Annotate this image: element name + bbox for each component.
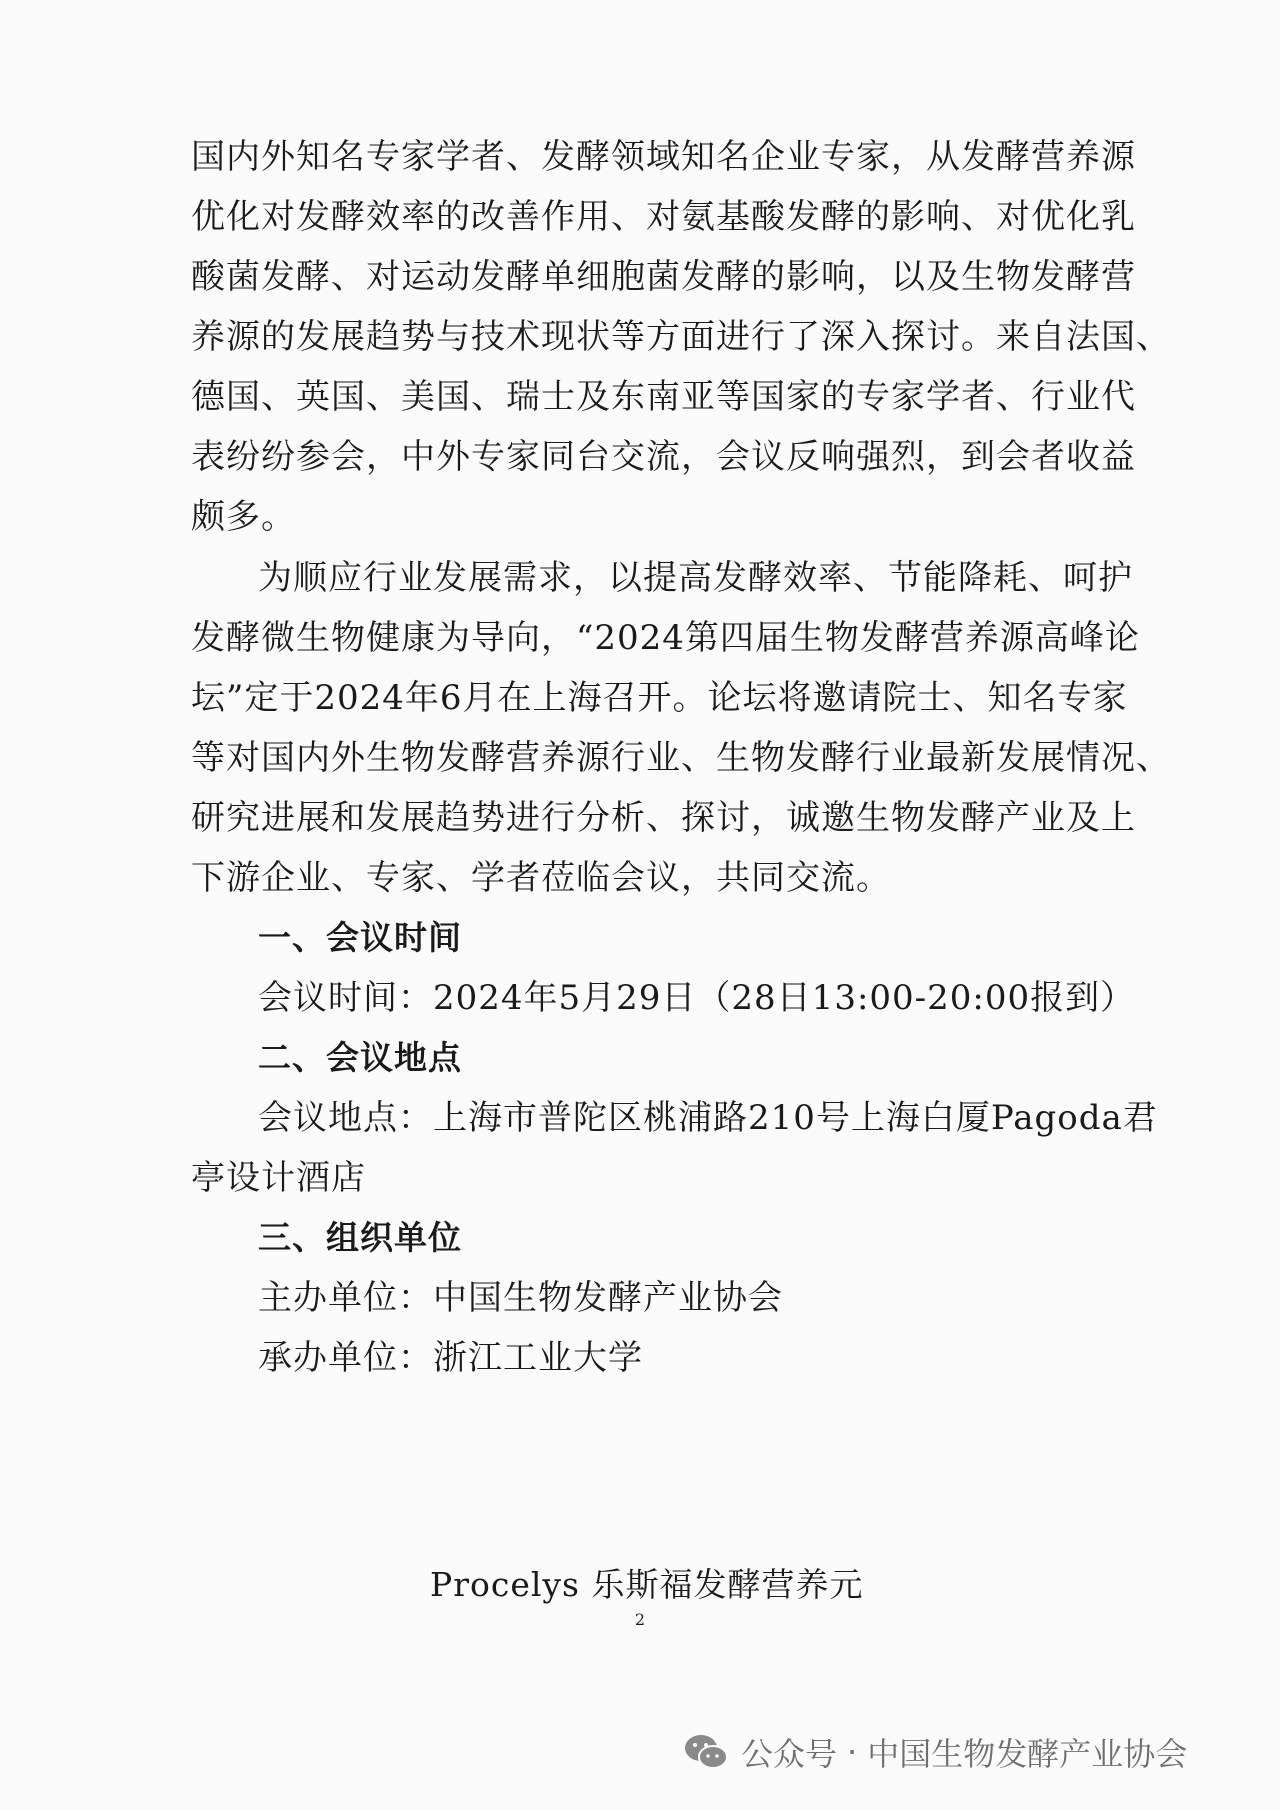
meeting-location: 会议地点：上海市普陀区桃浦路210号上海白厦Pagoda君 [258,1098,1158,1138]
wechat-watermark [683,1729,1187,1775]
section-heading-organizers: 三、组织单位 [258,1218,462,1257]
paragraph-line: 研究进展和发展趋势进行分析、探讨，诚邀生物发酵产业及上 [191,798,1136,838]
paragraph-line: 发酵微生物健康为导向，“2024第四届生物发酵营养源高峰论 [191,618,1140,658]
paragraph-line: 德国、英国、美国、瑞士及东南亚等国家的专家学者、行业代 [191,377,1136,417]
wechat-icon [683,1732,729,1772]
paragraph-line: 养源的发展趋势与技术现状等方面进行了深入探讨。来自法国、 [191,317,1171,357]
meeting-time: 会议时间：2024年5月29日（28日13:00-20:00报到） [258,978,1136,1018]
paragraph-line: 坛”定于2024年6月在上海召开。论坛将邀请院士、知名专家 [191,678,1128,718]
watermark-account: 中国生物发酵产业协会 [867,1735,1188,1773]
paragraph-line: 为顺应行业发展需求，以提高发酵效率、节能降耗、呵护 [258,558,1133,598]
organizer-unit: 承办单位：浙江工业大学 [258,1338,643,1378]
page-number: 2 [634,1610,646,1629]
paragraph-line: 国内外知名专家学者、发酵领域知名企业专家，从发酵营养源 [191,137,1136,177]
footer-brand-text: Procelys 乐斯福发酵营养元 [430,1565,864,1604]
paragraph-line: 颇多。 [191,497,296,537]
watermark-separator: · [847,1733,858,1771]
paragraph-line: 优化对发酵效率的改善作用、对氨基酸发酵的影响、对优化乳 [191,197,1136,237]
section-heading-location: 二、会议地点 [258,1038,462,1077]
paragraph-line: 表纷纷参会，中外专家同台交流，会议反响强烈，到会者收益 [191,437,1136,477]
host-unit: 主办单位：中国生物发酵产业协会 [258,1278,783,1318]
meeting-location-cont: 亭设计酒店 [191,1158,366,1198]
watermark-label: 公众号 [741,1735,838,1773]
section-heading-time: 一、会议时间 [258,918,462,957]
paragraph-line: 等对国内外生物发酵营养源行业、生物发酵行业最新发展情况、 [191,738,1171,778]
paragraph-line: 下游企业、专家、学者莅临会议，共同交流。 [191,858,891,898]
paragraph-line: 酸菌发酵、对运动发酵单细胞菌发酵的影响，以及生物发酵营 [191,257,1136,297]
